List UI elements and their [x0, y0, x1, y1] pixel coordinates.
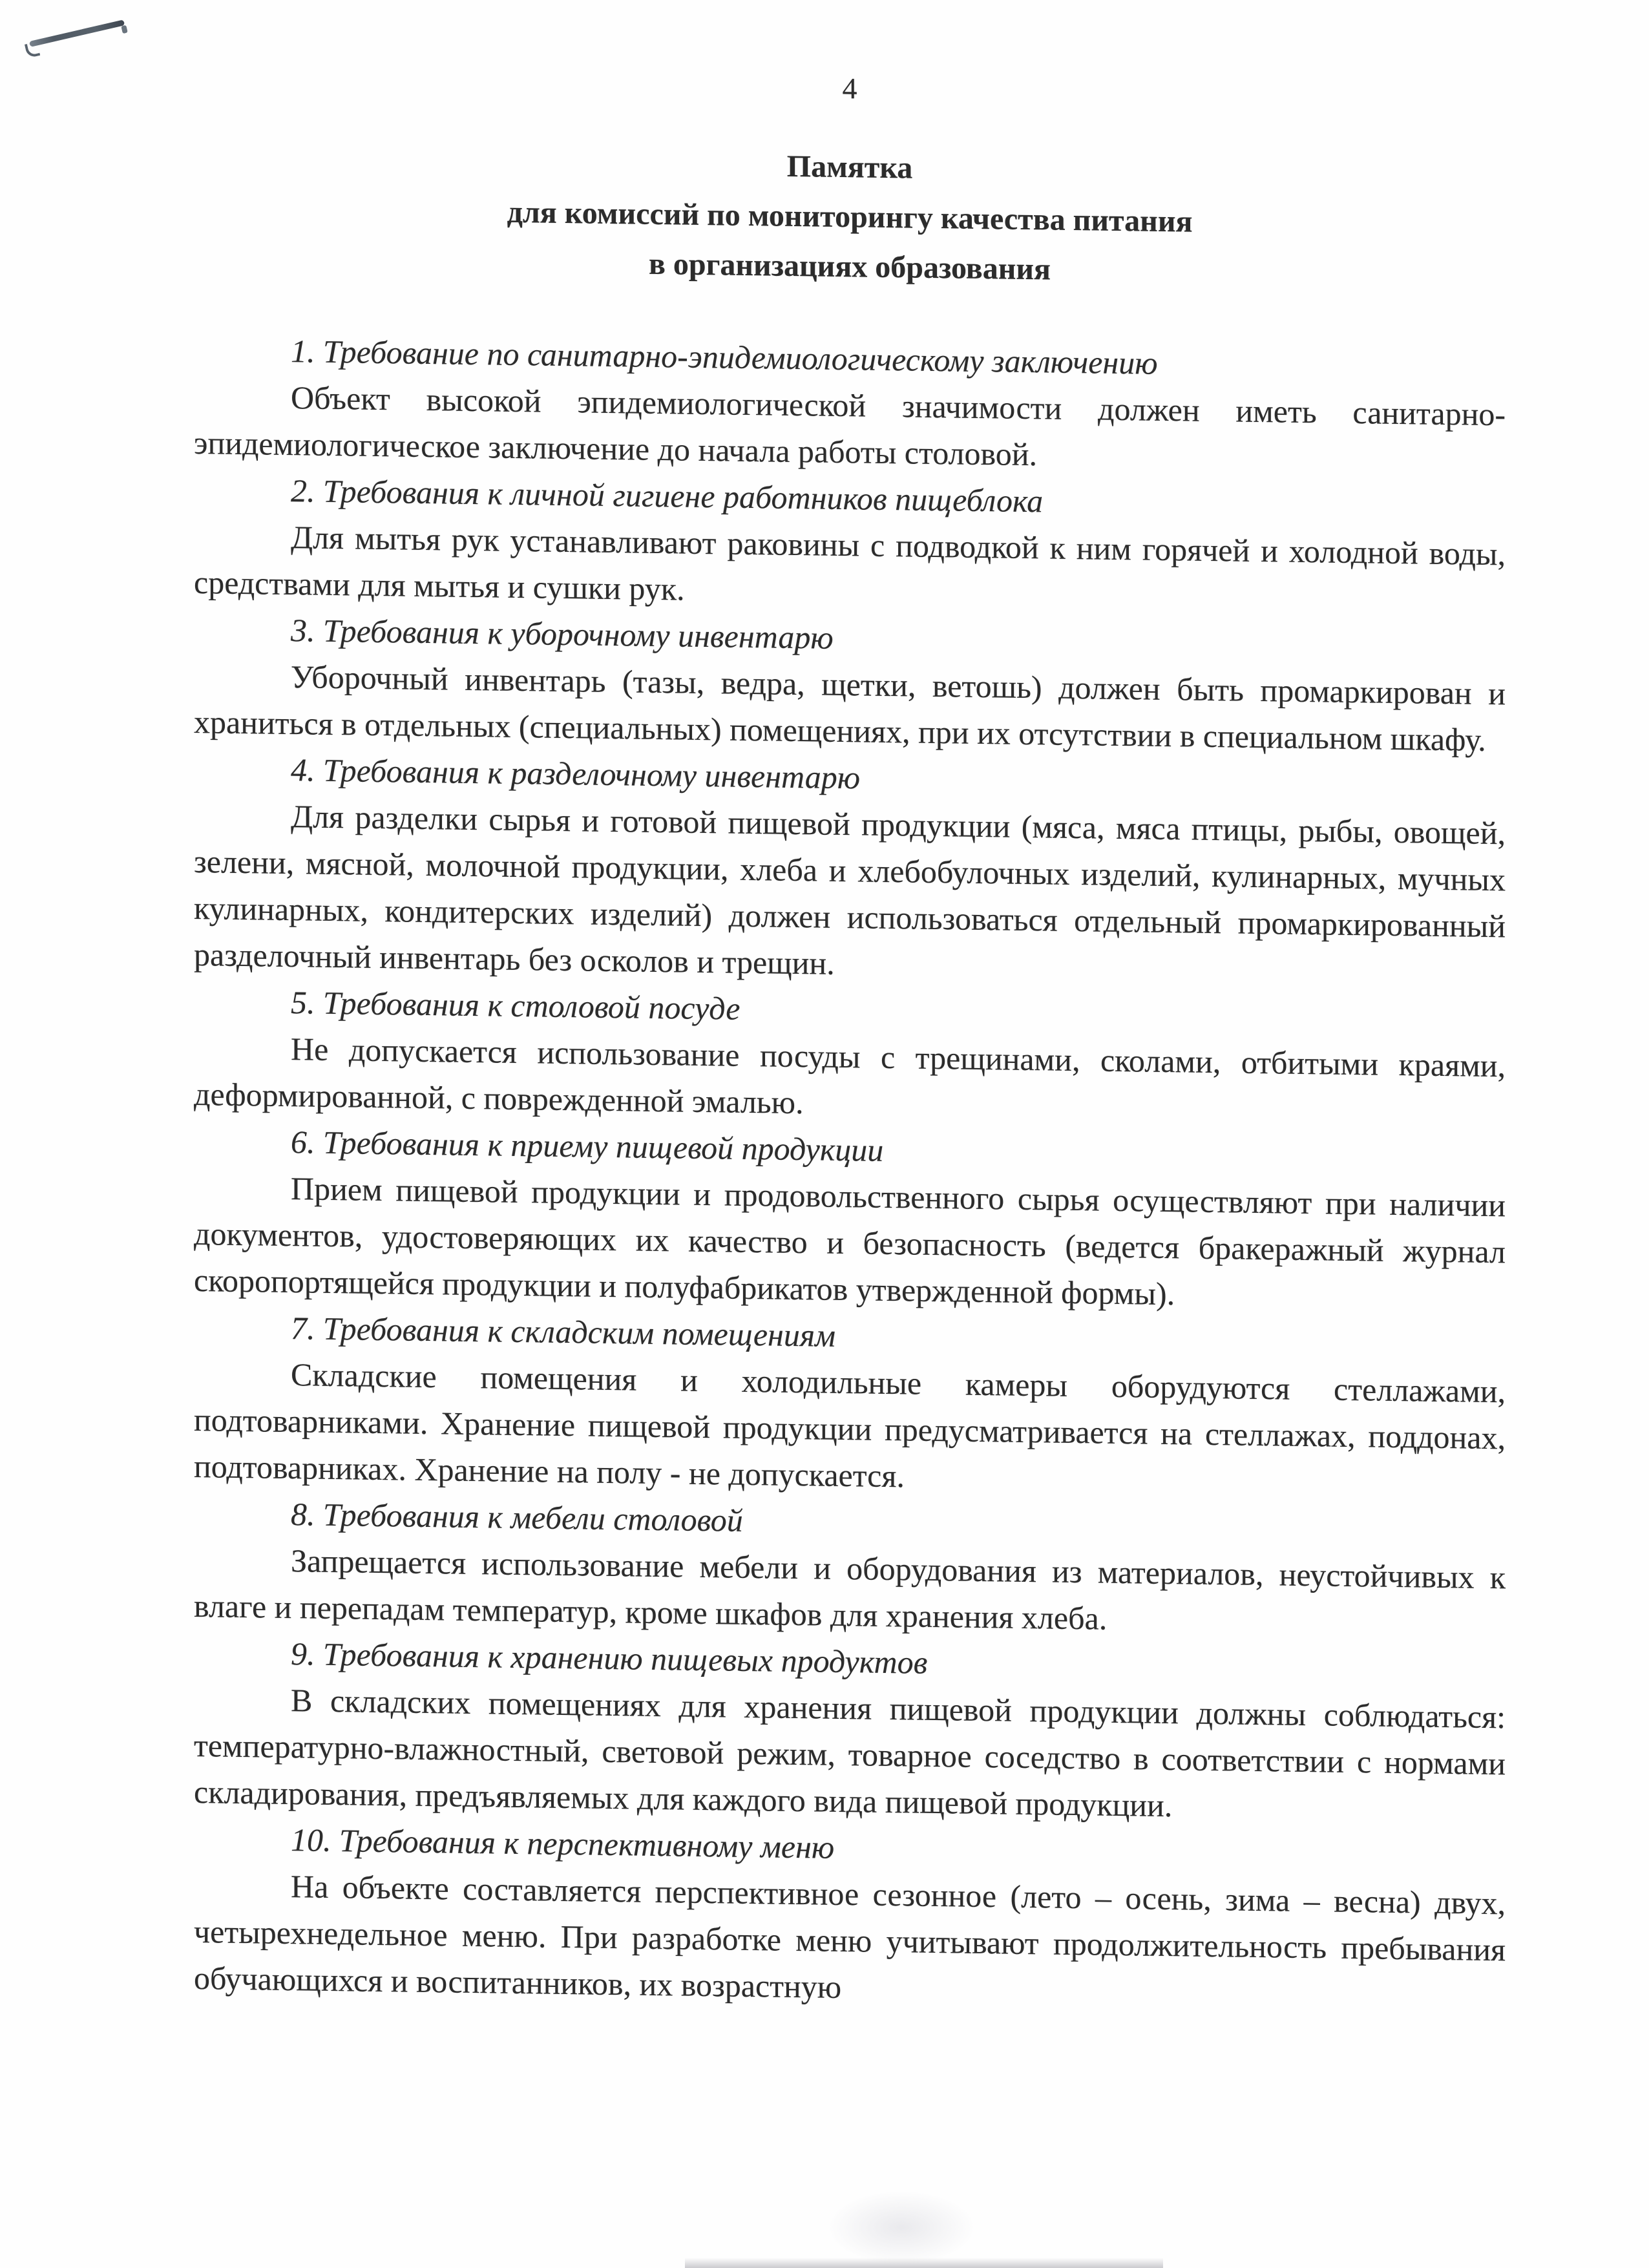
pen-stroke-artifact	[29, 19, 125, 47]
section-8-body: Запрещается использование мебели и оборудования из материалов, неустойчивых к влаге и перепадам температур, кроме шкафов для хранения хлеба.	[194, 1542, 1506, 1637]
section-6-heading: 6. Требования к приему пищевой продукции	[291, 1124, 884, 1168]
section-4-heading: 4. Требования к разделочному инвентарю	[291, 751, 861, 796]
title-line-3: в организациях образования	[648, 246, 1051, 287]
section-7-body: Складские помещения и холодильные камеры оборудуются стеллажами, подтоварниками. Хранение пищевой продукции предусматривается на стеллажах, поддонах, подтоварниках. Хранение на полу - не допускается.	[194, 1356, 1506, 1495]
section-1-body: Объект высокой эпидемиологической значимости должен иметь санитарно-эпидемиологическое заключение до начала работы столовой.	[194, 379, 1506, 473]
section-6-body: Прием пищевой продукции и продовольственного сырья осуществляют при наличии документов, удостоверяющих их качество и безопасность (ведется бракеражный журнал скоропортящейся продукции и полуфабрикатов утвержденной формы).	[194, 1170, 1506, 1312]
section-2-heading: 2. Требования к личной гигиене работников пищеблока	[291, 472, 1044, 520]
title-line-2: для комиссий по мониторингу качества питания	[507, 194, 1193, 239]
page-number: 4	[842, 72, 857, 105]
section-8-heading: 8. Требования к мебели столовой	[291, 1496, 743, 1538]
title-line-1: Памятка	[786, 149, 913, 185]
section-5-heading: 5. Требования к столовой посуде	[291, 984, 740, 1027]
section-5-body: Не допускается использование посуды с трещинами, сколами, отбитыми краями, деформированной, с поврежденной эмалью.	[194, 1031, 1506, 1121]
document-title	[194, 133, 1506, 300]
section-7-heading: 7. Требования к складским помещениям	[291, 1310, 835, 1354]
document-content	[194, 0, 1506, 2268]
section-9-heading: 9. Требования к хранению пищевых продуктов	[291, 1635, 928, 1681]
section-4-body: Для разделки сырья и готовой пищевой продукции (мяса, мяса птицы, рыбы, овощей, зелени, мясной, молочной продукции, хлеба и хлебобулочных изделий, кулинарных, мучных кулинарных, кондитерских изделий) должен использоваться отдельный промаркированный разделочный инвентарь без осколов и трещин.	[194, 798, 1506, 982]
section-3-heading: 3. Требования к уборочному инвентарю	[291, 612, 834, 656]
section-10-heading: 10. Требования к перспективному меню	[291, 1822, 835, 1865]
scanner-smudge	[827, 2190, 976, 2265]
section-2-body: Для мытья рук устанавливают раковины с подводкой к ним горячей и холодной воды, средствами для мытья и сушки рук.	[194, 519, 1506, 607]
section-1-heading: 1. Требование по санитарно-эпидемиологическому заключению	[291, 333, 1158, 381]
section-3-body: Уборочный инвентарь (тазы, ведра, щетки, ветошь) должен быть промаркирован и храниться в отдельных (специальных) помещениях, при их отсутствии в специальном шкафу.	[194, 658, 1506, 758]
document-body	[194, 326, 1506, 2019]
scanner-edge-shadow	[685, 2258, 1163, 2268]
section-9-body: В складских помещениях для хранения пищевой продукции должны соблюдаться: температурно-влажностный, световой режим, товарное соседство в соответствии с нормами складирования, предъявляемых для каждого вида пищевой продукции.	[194, 1682, 1506, 1824]
section-10-body: На объекте составляется перспективное сезонное (лето – осень, зима – весна) двух, четырехнедельное меню. При разработке меню учитывают продолжительность пребывания обучающихся и воспитанников, их возрастную	[194, 1868, 1506, 2005]
